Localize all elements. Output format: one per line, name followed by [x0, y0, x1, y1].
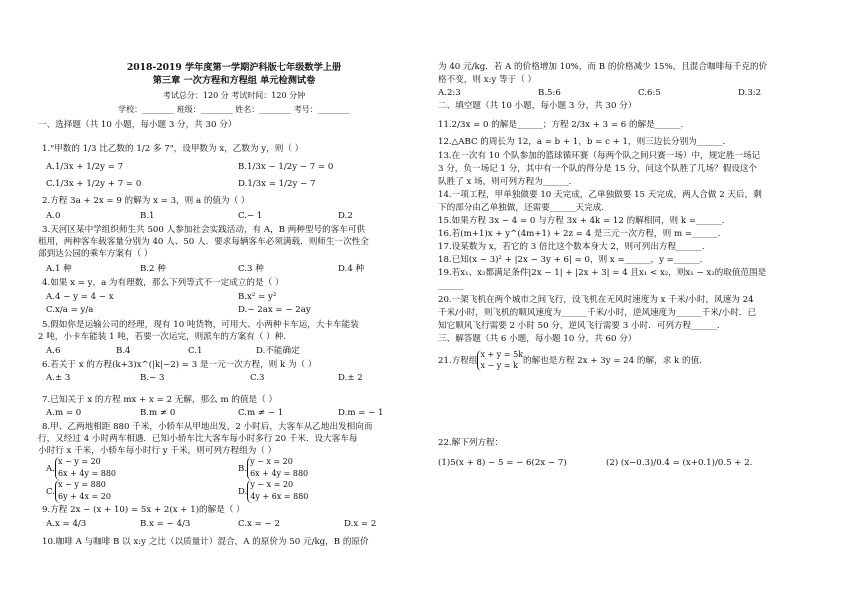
q2-option-c: C.− 1: [238, 211, 263, 221]
q8a-eq1: x − y = 20: [57, 457, 101, 466]
question-6: 6.若关于 x 的方程(k+3)x^(|k|−2) = 3 是一元一次方程，则 k 为（ ）: [42, 360, 317, 370]
question-10-line1: 10.咖啡 A 与咖啡 B 以 x:y 之比（以质量计）混合，A 的原价为 50 元/kg，B 的原价: [42, 537, 369, 547]
q8b-eq2: 6x + 4y = 880: [250, 468, 309, 478]
q8d-eq1: y − x = 20: [250, 480, 294, 489]
question-9: 9.方程 2x − (x + 10) = 5x + 2(x + 1)的解是（ ）: [42, 505, 245, 515]
q5-option-a: A.6: [46, 346, 61, 356]
question-14-line1: 14.一项工程，甲单独做要 10 天完成，乙单独做要 15 天完成，两人合做 2 天后，剩: [438, 190, 762, 200]
q3-option-c: C.3 种: [238, 264, 264, 274]
q8-option-a: A.x − y = 20 6x + 4y = 880: [46, 457, 116, 480]
q10-option-a: A.2:3: [438, 88, 461, 98]
exam-meta: 考试总分：120 分 考试时间：120 分钟: [162, 91, 306, 100]
question-20-line2: 千米/小时，则飞机的顺风速度为______千米/小时，逆风速度为______千米/小时．已: [438, 308, 757, 318]
q1-option-b: B.1/3x − 1/2y − 7 = 0: [238, 162, 334, 172]
question-22: 22.解下列方程：: [438, 438, 504, 448]
question-3-line2: 租用，两种客车载客量分别为 40 人、50 人．要求每辆客车必须满载．则师生一次性全: [38, 237, 369, 247]
exam-title: 2018-2019 学年度第一学期沪科版七年级数学上册: [126, 62, 342, 73]
q8d-eq2: 4y + 6x = 880: [250, 491, 309, 501]
question-5-line2: 2 吨，小卡车能装 1 吨，若要一次运完，则派车的方案有（ ）种.: [38, 332, 287, 342]
q9-option-d: D.x = 2: [344, 519, 377, 529]
q7-option-c: C.m ≠ − 1: [238, 408, 284, 418]
q10-option-d: D.3:2: [738, 88, 762, 98]
question-13-line3: 队胜了 x 场，则可列方程为______.: [438, 177, 572, 187]
question-21: [438, 350, 702, 371]
question-15: 15.如果方程 3x − 4 = 0 与方程 3x + 4k = 12 的解相同，则 k =______.: [438, 216, 725, 226]
q3-option-d: D.4 种: [338, 264, 365, 274]
question-11: 11.2/3x = 0 的解是______；方程 2/3x + 3 = 6 的解是______.: [438, 120, 684, 130]
question-12: 12.△ABC 的周长为 12，a = b + 1，b = c + 1，则三边长分别为______.: [438, 137, 726, 147]
question-8-line3: 小时行 x 千米，小轿车每小时行 y 千米，则可列方程组为（ ）: [38, 446, 277, 456]
q10-option-b: B.5:6: [538, 88, 561, 98]
q8-option-b: B.y − x = 20 6x + 4y = 880: [238, 457, 308, 480]
question-3-line3: 部到达公园的乘车方案有（ ）: [38, 249, 153, 259]
q4-option-b: B.x² = y²: [238, 292, 277, 302]
q1-option-d: D.1/3x = 1/2y − 7: [238, 179, 316, 189]
q5-option-c: C.1: [188, 346, 203, 356]
q7-option-d: D.m = − 1: [338, 408, 384, 418]
q6-option-b: B.− 3: [140, 373, 165, 383]
q2-option-d: D.2: [338, 211, 353, 221]
q2-option-a: A.0: [46, 211, 61, 221]
q2-option-b: B.1: [140, 211, 155, 221]
question-5-line1: 5.假如你是运输公司的经理，现有 10 吨货物，可用大、小两种卡车运，大卡车能装: [42, 320, 359, 330]
q8a-eq2: 6x + 4y = 880: [57, 468, 117, 478]
question-2: 2.方程 3a + 2x = 9 的解为 x = 3，则 a 的值为（ ）: [42, 196, 250, 206]
q4-option-d: D.− 2ax = − 2ay: [238, 305, 311, 315]
question-4: 4.如果 x = y，a 为有理数，那么下列等式不一定成立的是（ ）: [42, 278, 284, 288]
q5-option-b: B.4: [116, 346, 131, 356]
section-3-heading: 三、解答题（共 6 小题，每小题 10 分，共 60 分）: [438, 334, 637, 344]
question-10-line3: 格不变，则 x:y 等于（ ）: [438, 75, 537, 85]
question-18: 18.已知(x − 3)² + |2x − 3y + 6| = 0，则 x =______，y =______.: [438, 255, 703, 265]
q8-option-c: C.x − y = 880 6y + 4x = 20: [46, 480, 111, 503]
question-20-line3: 知它顺风飞行需要 2 小时 50 分，逆风飞行需要 3 小时．可列方程______.: [438, 321, 720, 331]
section-1-heading: 一、选择题（共 10 小题，每小题 3 分，共 30 分）: [38, 120, 237, 130]
q21-eq2: x − y = k: [480, 360, 518, 370]
question-14-line2: 下的部分由乙单独做，还需要______天完成.: [438, 203, 605, 213]
q8-option-d: D.y − x = 20 4y + 6x = 880: [238, 480, 308, 503]
q8c-eq2: 6y + 4x = 20: [58, 491, 111, 501]
question-20-line1: 20.一架飞机在两个城市之间飞行，设飞机在无风时速度为 x 千米/小时，风速为 24: [438, 295, 754, 305]
q8b-eq1: y − x = 20: [250, 457, 293, 466]
question-17: 17.设某数为 x，若它的 3 倍比这个数本身大 2，则可列出方程______.: [438, 242, 705, 252]
q10-option-c: C.6:5: [638, 88, 661, 98]
q4-option-c: C.x/a = y/a: [46, 305, 94, 315]
question-7: 7.已知关于 x 的方程 mx + x = 2 无解，那么 m 的值是（ ）: [42, 395, 278, 405]
q4-option-a: A.4 − y = 4 − x: [46, 292, 114, 302]
q21-prefix: 21.方程组: [438, 356, 478, 366]
question-13-line2: 3 分，负一场记 1 分，其中有一个队的得分是 15 分，问这个队胜了几场？假设这个: [438, 164, 758, 174]
q3-option-b: B.2 种: [140, 264, 166, 274]
q5-option-d: D.不能确定: [256, 346, 300, 356]
q1-option-c: C.1/3x + 1/2y + 7 = 0: [46, 179, 142, 189]
q9-option-c: C.x = − 2: [238, 519, 280, 529]
q6-option-a: A.± 3: [46, 373, 71, 383]
q22-part-2: (2) (x−0.3)/0.4 = (x+0.1)/0.5 + 2.: [606, 458, 753, 468]
question-8-line1: 8.甲、乙两地相距 880 千米，小轿车从甲地出发，2 小时后，大客车从乙地出发相向而: [42, 422, 373, 432]
q7-option-b: B.m ≠ 0: [140, 408, 176, 418]
exam-subtitle: 第三章 一次方程和方程组 单元检测试卷: [152, 75, 316, 86]
q6-option-d: D.± 2: [338, 373, 363, 383]
student-fields: 学校：________ 班级：________ 姓名：________ 考号：________: [118, 105, 350, 114]
q6-option-c: C.3: [250, 373, 265, 383]
question-13-line1: 13.在一次有 10 个队参加的篮球循环赛（每两个队之间只赛一场）中，规定胜一场记: [438, 151, 761, 161]
q7-option-a: A.m = 0: [46, 408, 82, 418]
question-19-line2: ______: [438, 281, 464, 291]
q21-eq1: x + y = 5k: [480, 350, 523, 359]
question-19-line1: 19.若x₁、x₂都满足条件|2x − 1| + |2x + 3| = 4 且x₁ < x₂，则x₁ − x₂的取值范围是: [438, 268, 767, 278]
q3-option-a: A.1 种: [46, 264, 72, 274]
q9-option-a: A.x = 4/3: [46, 519, 87, 529]
question-3-line1: 3.天河区某中学组织师生共 500 人参加社会实践活动，有 A，B 两种型号的客车可供: [42, 225, 366, 235]
q8c-eq1: x − y = 880: [58, 480, 106, 489]
section-2-heading: 二、填空题（共 10 小题，每小题 3 分，共 30 分）: [438, 101, 637, 111]
question-16: 16.若(m+1)x + y^(4m+1) + 2z = 4 是三元一次方程，则 m =______.: [438, 229, 721, 239]
question-8-line2: 行，又经过 4 小时两车相遇．已知小轿车比大客车每小时多行 20 千米．设大客车每: [38, 434, 358, 444]
question-1: 1."甲数的 1/3 比乙数的 1/2 多 7"，设甲数为 x，乙数为 y，则（ ）: [42, 144, 304, 154]
q21-suffix: 的解也是方程 2x + 3y = 24 的解，求 k 的值.: [523, 356, 702, 366]
q22-part-1: (1)5(x + 8) − 5 = − 6(2x − 7): [438, 458, 567, 468]
q9-option-b: B.x = − 4/3: [140, 519, 191, 529]
question-10-line2: 为 40 元/kg．若 A 的价格增加 10%，而 B 的价格减少 15%，且混合咖啡每千克的价: [438, 62, 768, 72]
q1-option-a: A.1/3x + 1/2y = 7: [46, 162, 124, 172]
